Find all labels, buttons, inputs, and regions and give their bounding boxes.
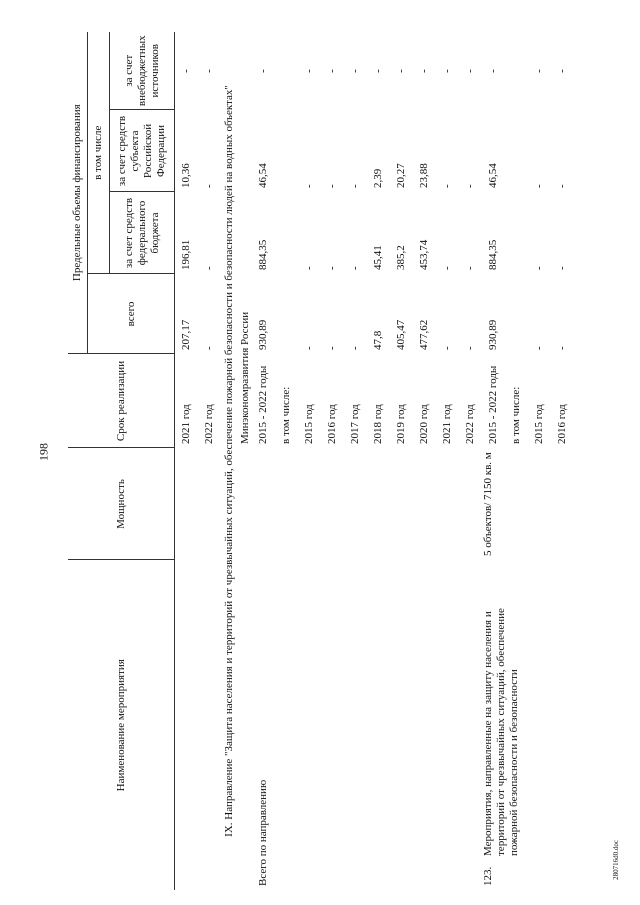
cell-total: 477,62 bbox=[418, 319, 430, 350]
table-row bbox=[459, 32, 482, 890]
cell-federal: 453,74 bbox=[418, 239, 430, 270]
cell-extra: - bbox=[349, 69, 361, 73]
table-row bbox=[298, 32, 321, 890]
cell-federal bbox=[275, 192, 298, 274]
table-row bbox=[175, 32, 199, 890]
table-row bbox=[275, 32, 298, 890]
header-extra: за счет внебюджетных источников bbox=[110, 32, 175, 110]
cell-total bbox=[505, 274, 528, 354]
cell-subject: 46,54 bbox=[257, 163, 269, 188]
rotated-page bbox=[68, 32, 620, 890]
cell-federal: 385,2 bbox=[395, 245, 407, 270]
item-number: 123. bbox=[482, 866, 494, 886]
cell-subject: - bbox=[303, 184, 315, 188]
cell-federal: 884,35 bbox=[487, 239, 499, 270]
cell-federal: - bbox=[464, 266, 476, 270]
cell-subject: 46,54 bbox=[487, 163, 499, 188]
cell-extra: - bbox=[418, 69, 430, 73]
cell-total: 930,89 bbox=[257, 319, 269, 350]
cell-extra bbox=[275, 32, 298, 110]
cell-term: в том числе: bbox=[510, 386, 522, 444]
summary-label: Всего по направлению bbox=[257, 779, 269, 886]
cell-term: в том числе: bbox=[280, 386, 292, 444]
cell-total: - bbox=[556, 346, 568, 350]
cell-term: 2015 год bbox=[533, 404, 545, 444]
section-row bbox=[221, 32, 238, 890]
cell-total: - bbox=[349, 346, 361, 350]
cell-subject: 23,88 bbox=[418, 163, 430, 188]
cell-total: - bbox=[326, 346, 338, 350]
cell-federal: 196,81 bbox=[180, 239, 192, 270]
table-row bbox=[390, 32, 413, 890]
cell-federal: - bbox=[441, 266, 453, 270]
table-header bbox=[68, 32, 175, 890]
cell-federal: - bbox=[533, 266, 545, 270]
cell-total: 405,47 bbox=[395, 319, 407, 350]
cell-total: 47,8 bbox=[372, 330, 384, 350]
table-row bbox=[367, 32, 390, 890]
cell-federal: 45,41 bbox=[372, 245, 384, 270]
cell-total: 207,17 bbox=[180, 319, 192, 350]
cell-extra: - bbox=[395, 69, 407, 73]
table-row bbox=[413, 32, 436, 890]
cell-federal: - bbox=[203, 266, 215, 270]
cell-federal: - bbox=[326, 266, 338, 270]
cell-extra: - bbox=[303, 69, 315, 73]
cell-subject: 20,27 bbox=[395, 163, 407, 188]
cell-subject bbox=[275, 110, 298, 192]
header-name: Наименование мероприятия bbox=[68, 560, 175, 890]
cell-federal bbox=[505, 192, 528, 274]
table-row bbox=[436, 32, 459, 890]
cell-total: 930,89 bbox=[487, 319, 499, 350]
cell-term: 2015 - 2022 годы bbox=[257, 365, 269, 444]
cell-extra: - bbox=[487, 69, 499, 73]
item-name: Мероприятия, направленные на защиту населения и территорий от чрезвычайных ситуаций, обеспечение пожарной безопасности и безопасности bbox=[482, 608, 520, 856]
table-row bbox=[198, 32, 221, 890]
cell-subject: - bbox=[203, 184, 215, 188]
header-subject: за счет средств субъекта Российской Федерации bbox=[110, 110, 175, 192]
funding-table bbox=[68, 32, 574, 890]
cell-subject: 10,36 bbox=[180, 163, 192, 188]
cell-term: 2015 - 2022 годы bbox=[487, 365, 499, 444]
cell-term: 2015 год bbox=[303, 404, 315, 444]
header-capacity: Мощность bbox=[68, 448, 175, 560]
cell-federal: - bbox=[303, 266, 315, 270]
cell-subject: - bbox=[349, 184, 361, 188]
cell-total bbox=[275, 274, 298, 354]
table-row bbox=[482, 32, 505, 890]
header-federal: за счет средств федерального бюджета bbox=[110, 192, 175, 274]
ministry-row bbox=[238, 32, 252, 890]
cell-extra: - bbox=[464, 69, 476, 73]
cell-subject: - bbox=[533, 184, 545, 188]
cell-term: 2018 год bbox=[372, 404, 384, 444]
cell-subject: - bbox=[326, 184, 338, 188]
cell-term: 2016 год bbox=[326, 404, 338, 444]
cell-total: - bbox=[303, 346, 315, 350]
cell-subject: - bbox=[441, 184, 453, 188]
header-total: всего bbox=[88, 274, 175, 354]
item-capacity: 5 объектов/ 7150 кв. м bbox=[482, 452, 494, 556]
ministry-name: Минэкономразвития России bbox=[239, 311, 251, 444]
cell-extra: - bbox=[533, 69, 545, 73]
table-row bbox=[321, 32, 344, 890]
cell-total: - bbox=[441, 346, 453, 350]
header-funding: Предельные объемы финансирования bbox=[68, 32, 88, 354]
cell-extra: - bbox=[257, 69, 269, 73]
cell-term: 2019 год bbox=[395, 404, 407, 444]
cell-term: 2016 год bbox=[556, 404, 568, 444]
cell-extra bbox=[505, 32, 528, 110]
cell-subject bbox=[505, 110, 528, 192]
table-row bbox=[344, 32, 367, 890]
cell-federal: 884,35 bbox=[257, 239, 269, 270]
cell-term: 2021 год bbox=[441, 404, 453, 444]
table-body bbox=[175, 32, 575, 890]
cell-extra: - bbox=[441, 69, 453, 73]
cell-term: 2021 год bbox=[180, 404, 192, 444]
cell-total: - bbox=[464, 346, 476, 350]
cell-extra: - bbox=[203, 69, 215, 73]
header-term: Срок реализации bbox=[68, 354, 175, 448]
cell-federal: - bbox=[556, 266, 568, 270]
cell-subject: - bbox=[464, 184, 476, 188]
cell-term: 2022 год bbox=[203, 404, 215, 444]
header-including: в том числе bbox=[88, 32, 110, 274]
cell-subject: 2,39 bbox=[372, 168, 384, 188]
cell-total: - bbox=[533, 346, 545, 350]
cell-subject: - bbox=[556, 184, 568, 188]
cell-total: - bbox=[203, 346, 215, 350]
cell-term: 2022 год bbox=[464, 404, 476, 444]
cell-extra: - bbox=[372, 69, 384, 73]
item-cell bbox=[482, 560, 574, 890]
cell-term: 2017 год bbox=[349, 404, 361, 444]
cell-extra: - bbox=[556, 69, 568, 73]
page-number: 198 bbox=[36, 443, 51, 461]
cell-extra: - bbox=[180, 69, 192, 73]
cell-federal: - bbox=[349, 266, 361, 270]
cell-extra: - bbox=[326, 69, 338, 73]
cell-term: 2020 год bbox=[418, 404, 430, 444]
table-row bbox=[252, 32, 275, 890]
section-title: IX. Направление "Защита населения и территорий от чрезвычайных ситуаций, обеспечение пожарной безопасности и безопасности людей на водных объектах" bbox=[223, 85, 235, 837]
footer-filename: 280716d0.doc bbox=[612, 840, 620, 880]
